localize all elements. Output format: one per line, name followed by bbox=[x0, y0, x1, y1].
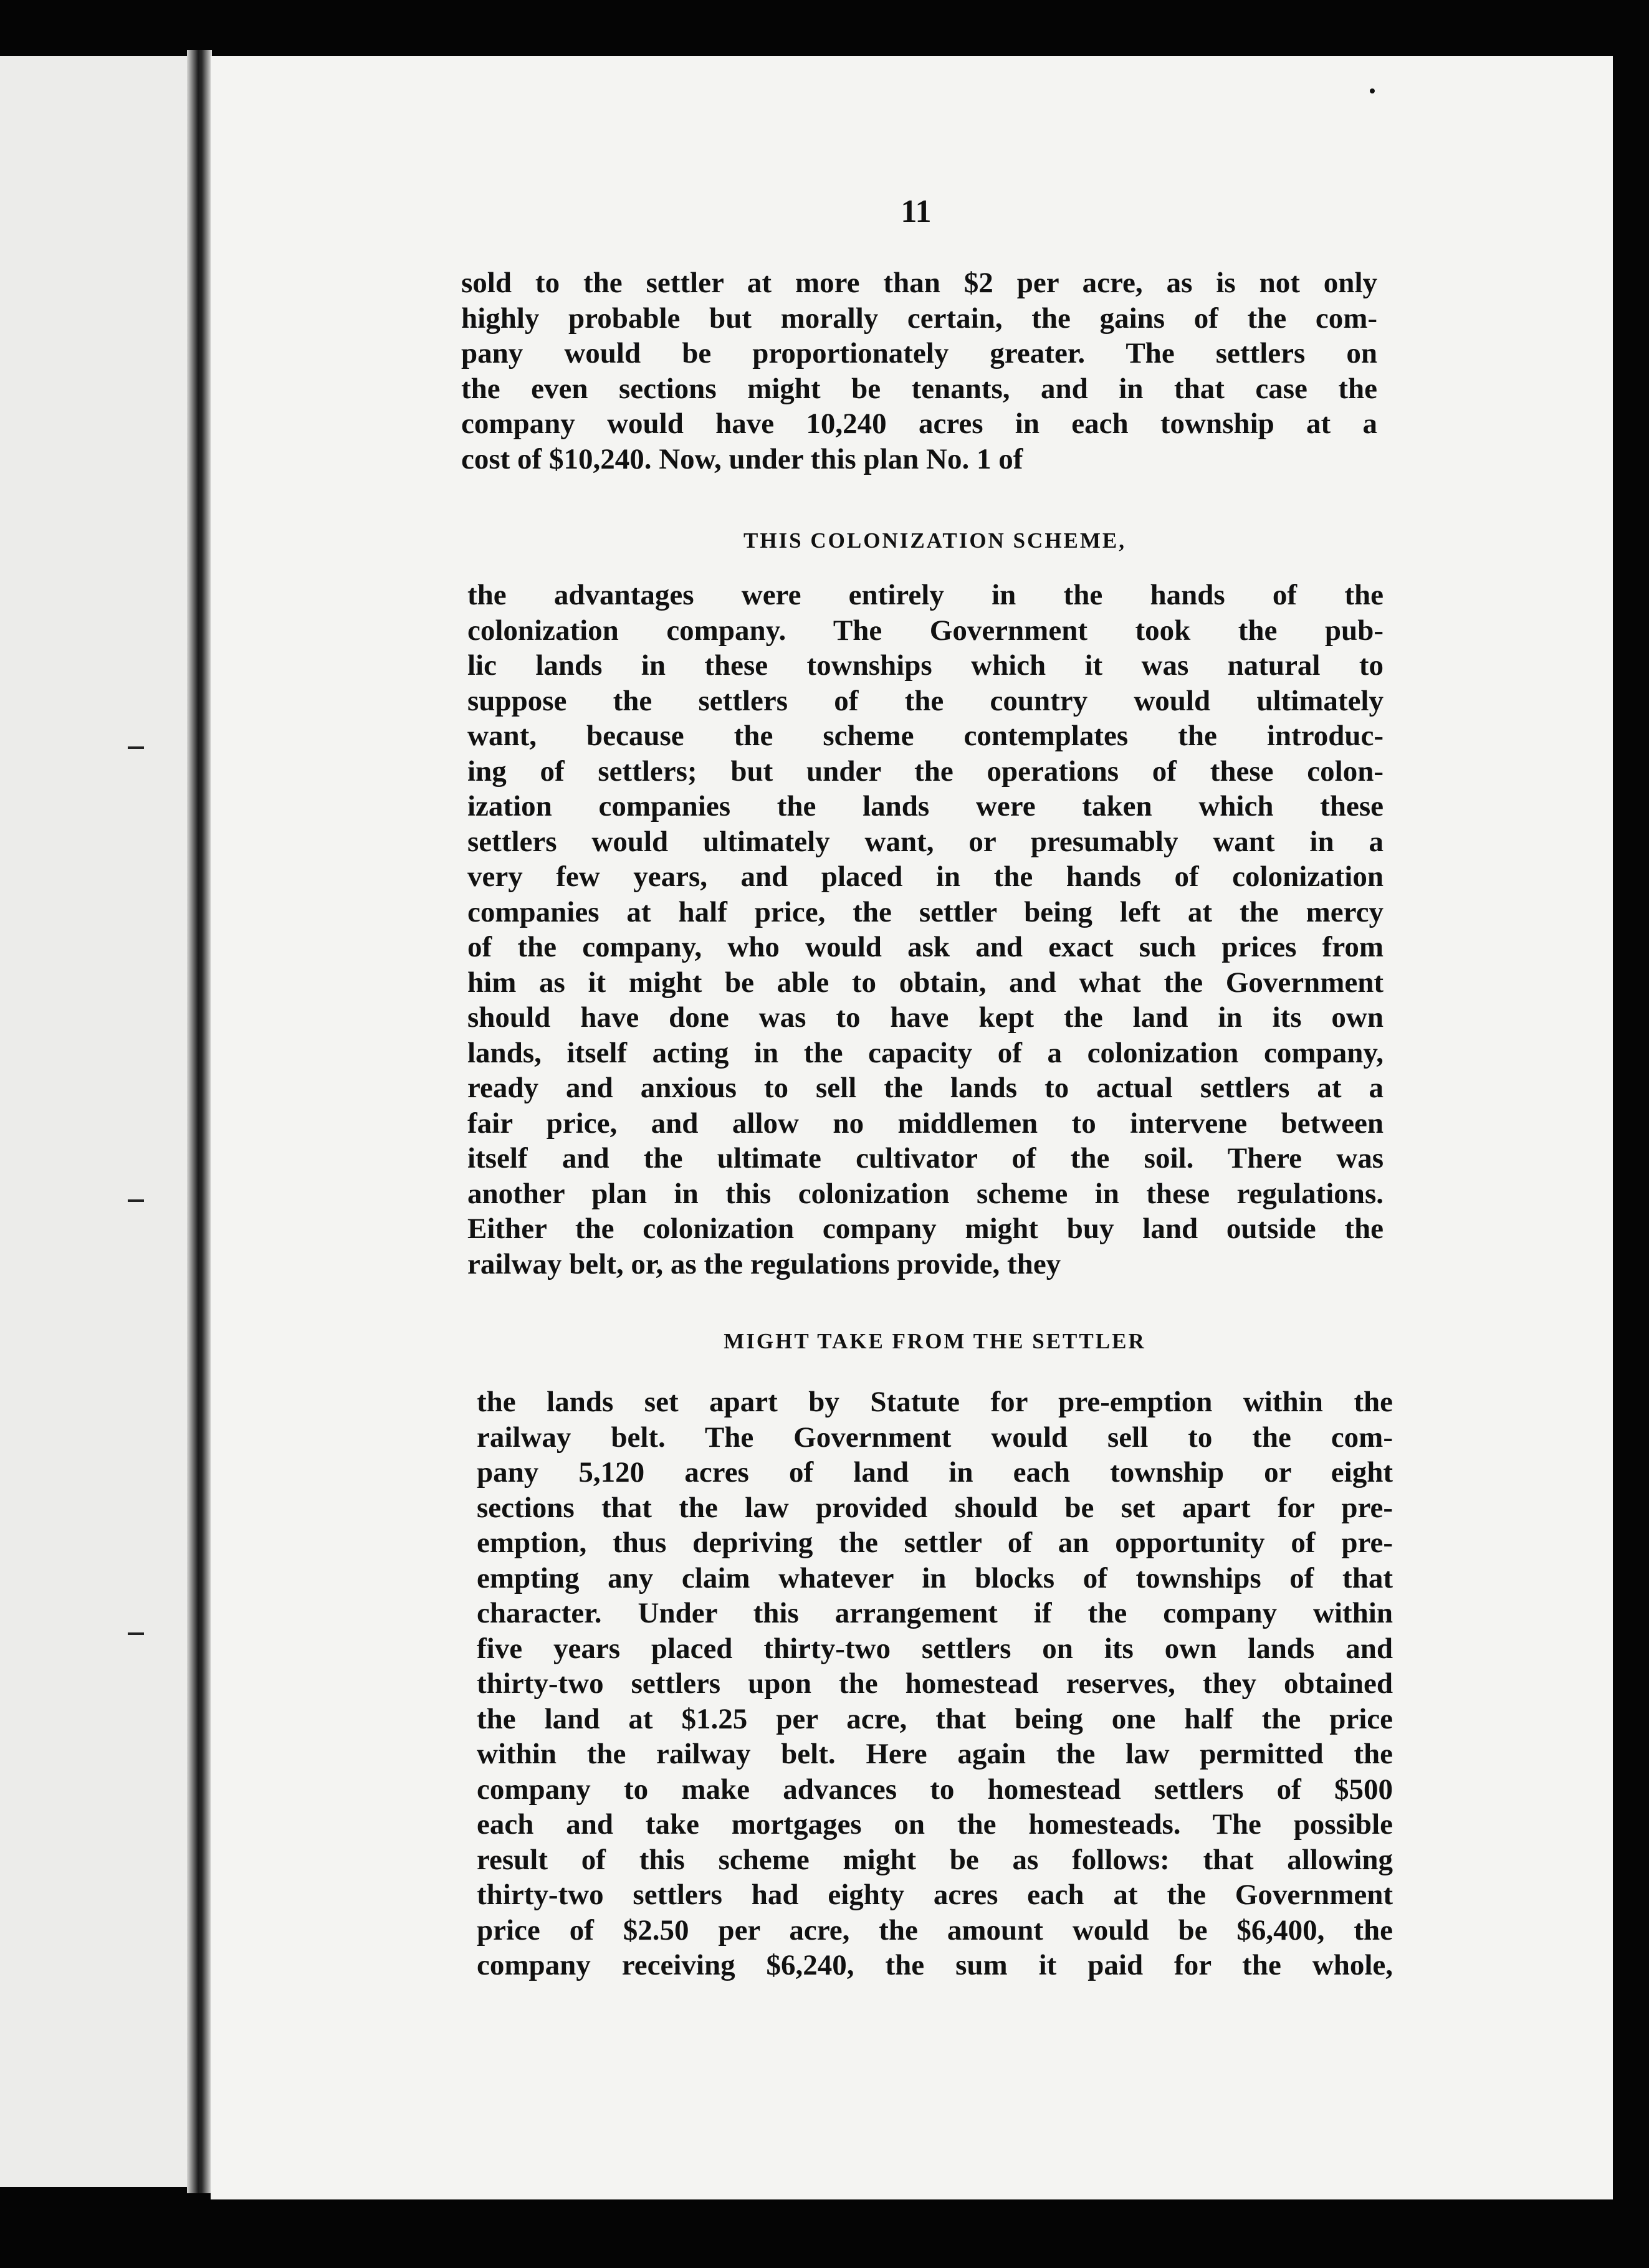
text-line: railway belt. The Government would sell to the com- bbox=[477, 1421, 1393, 1454]
edge-mark bbox=[128, 1632, 144, 1635]
text-line: each and take mortgages on the homesteads. The possible bbox=[477, 1808, 1393, 1841]
text-line: the land at $1.25 per acre, that being one half the price bbox=[477, 1702, 1393, 1735]
left-facing-page bbox=[0, 56, 206, 2187]
text-line: thirty-two settlers upon the homestead reserves, they obtained bbox=[477, 1667, 1393, 1700]
text-line: character. Under this arrangement if the company within bbox=[477, 1597, 1393, 1629]
edge-mark bbox=[128, 1199, 144, 1202]
text-line: the advantages were entirely in the hands of the bbox=[467, 579, 1384, 611]
text-line: within the railway belt. Here again the law permitted the bbox=[477, 1738, 1393, 1770]
text-line: company would have 10,240 acres in each township at a bbox=[461, 407, 1377, 440]
text-line: company receiving $6,240, the sum it paid for the whole, bbox=[477, 1949, 1393, 1981]
text-line: result of this scheme might be as follows: that allowing bbox=[477, 1843, 1393, 1876]
paragraph-1 bbox=[461, 265, 1377, 477]
text-line: highly probable but morally certain, the gains of the com- bbox=[461, 302, 1377, 335]
text-line: railway belt, or, as the regulations provide, they bbox=[467, 1247, 1061, 1280]
text-line: him as it might be able to obtain, and what the Government bbox=[467, 966, 1384, 999]
paragraph-2 bbox=[467, 578, 1384, 1282]
text-line: of the company, who would ask and exact such prices from bbox=[467, 931, 1384, 963]
text-line: price of $2.50 per acre, the amount would be $6,400, the bbox=[477, 1913, 1393, 1946]
text-line: lic lands in these townships which it was natural to bbox=[467, 649, 1384, 682]
text-line: thirty-two settlers had eighty acres each at the Government bbox=[477, 1879, 1393, 1911]
text-line: ization companies the lands were taken which these bbox=[467, 790, 1384, 822]
text-line: companies at half price, the settler being left at the mercy bbox=[467, 895, 1384, 928]
page-speck bbox=[1370, 88, 1375, 93]
text-line: pany would be proportionately greater. The settlers on bbox=[461, 337, 1377, 369]
text-line: empting any claim whatever in blocks of townships of that bbox=[477, 1561, 1393, 1594]
text-line: ing of settlers; but under the operations of these colon- bbox=[467, 755, 1384, 788]
text-line: settlers would ultimately want, or presumably want in a bbox=[467, 825, 1384, 858]
paragraph-3 bbox=[477, 1384, 1393, 1983]
text-line: fair price, and allow no middlemen to intervene between bbox=[467, 1107, 1384, 1140]
section-heading: MIGHT TAKE FROM THE SETTLER bbox=[724, 1329, 1146, 1353]
edge-mark bbox=[128, 746, 144, 749]
text-line: sections that the law provided should be set apart for pre- bbox=[477, 1491, 1393, 1524]
text-line: the even sections might be tenants, and in that case the bbox=[461, 372, 1377, 405]
text-line: very few years, and placed in the hands of colonization bbox=[467, 860, 1384, 893]
text-line: another plan in this colonization scheme in these regulations. bbox=[467, 1177, 1384, 1210]
text-line: ready and anxious to sell the lands to actual settlers at a bbox=[467, 1072, 1384, 1104]
section-heading: THIS COLONIZATION SCHEME, bbox=[743, 528, 1127, 553]
text-line: want, because the scheme contemplates the introduc- bbox=[467, 720, 1384, 752]
text-line: itself and the ultimate cultivator of the soil. There was bbox=[467, 1142, 1384, 1174]
text-line: five years placed thirty-two settlers on its own lands and bbox=[477, 1632, 1393, 1665]
text-line: Either the colonization company might buy land outside the bbox=[467, 1213, 1384, 1245]
text-line: suppose the settlers of the country would ultimately bbox=[467, 684, 1384, 717]
text-line: the lands set apart by Statute for pre-emption within the bbox=[477, 1386, 1393, 1418]
text-line: sold to the settler at more than $2 per acre, as is not only bbox=[461, 267, 1377, 299]
text-line: lands, itself acting in the capacity of a colonization company, bbox=[467, 1036, 1384, 1069]
text-line: company to make advances to homestead settlers of $500 bbox=[477, 1773, 1393, 1806]
text-line: emption, thus depriving the settler of an opportunity of pre- bbox=[477, 1527, 1393, 1559]
page-number: 11 bbox=[901, 194, 932, 229]
text-line: colonization company. The Government took the pub- bbox=[467, 614, 1384, 647]
text-line: should have done was to have kept the land in its own bbox=[467, 1001, 1384, 1034]
text-line: cost of $10,240. Now, under this plan No. 1 of bbox=[461, 442, 1023, 475]
text-line: pany 5,120 acres of land in each township or eight bbox=[477, 1456, 1393, 1489]
book-gutter bbox=[187, 50, 212, 2193]
